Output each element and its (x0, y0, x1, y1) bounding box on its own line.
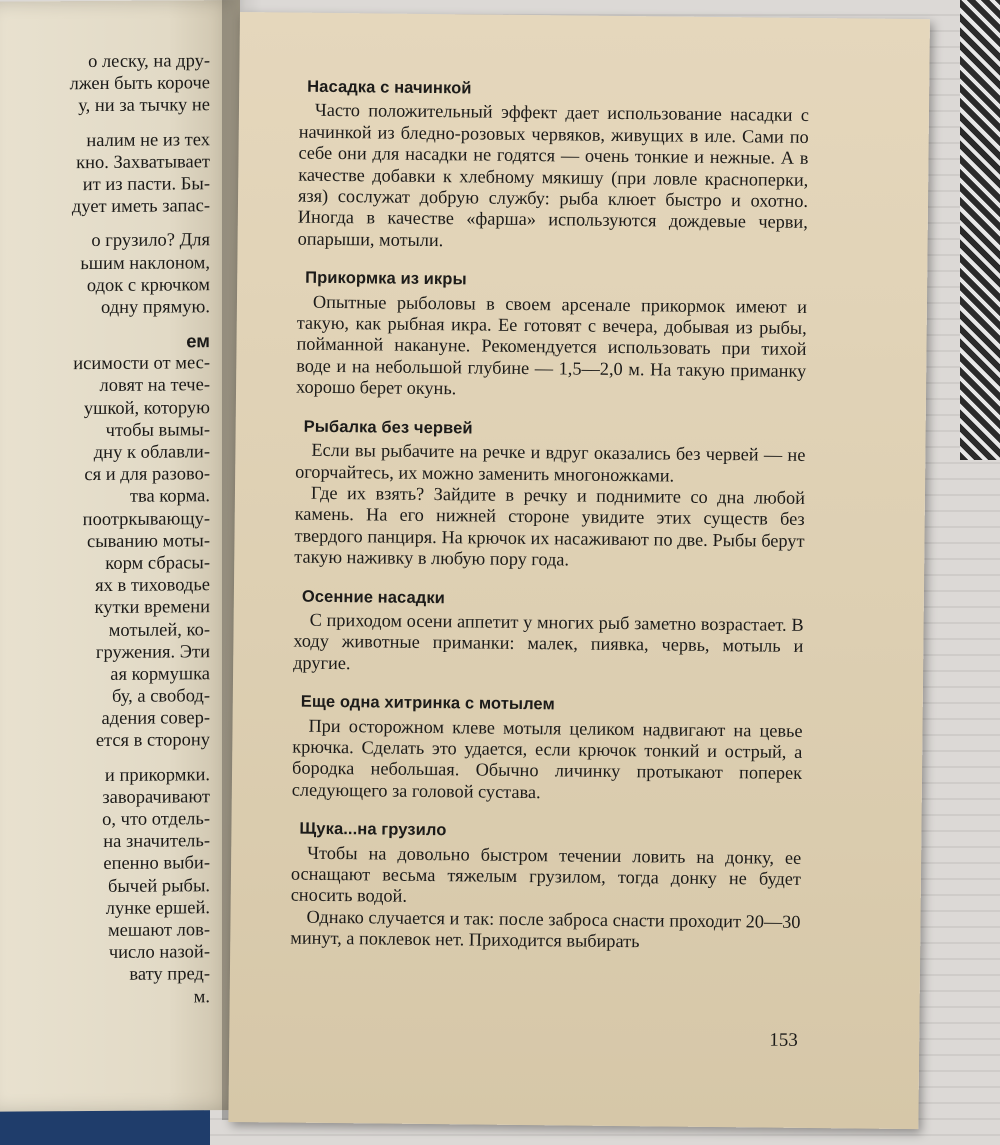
left-page-line: чтобы вымы- (105, 420, 210, 441)
left-page-line: о, что отдель- (102, 809, 210, 830)
left-page-line: о леску, на дру- (88, 51, 210, 73)
section-title: Еще одна хитринка с мотылем (300, 692, 555, 714)
left-page-line: вату пред- (129, 964, 210, 986)
fabric-corner (960, 0, 1000, 460)
left-page-line: налим не из тех (86, 129, 210, 151)
section-osennie (293, 586, 804, 679)
paragraph: Если вы рыбачите на речке и вдруг оказались без червей — не огорчайтесь, их можно заменить многоножками. (295, 439, 806, 486)
left-page-line: ся и для разово- (84, 464, 210, 486)
left-page-line: на значитель- (103, 831, 210, 853)
left-page-line: ушкой, которую (83, 397, 210, 419)
paragraph: Опытные рыболовы в своем арсенале прикормок имеют и такую, как рыбная икра. Ее готовят с вечера, добывая из рыбы, пойманной накануне. Рекомендуется использовать при тихой воде и на небольшой глубине — 1,5—2,0 м. На такую приманку хорошо берет окунь. (295, 291, 808, 399)
left-page (0, 0, 240, 1112)
section-title: Осенние насадки (301, 587, 446, 607)
left-page-line: ая кормушка (110, 664, 210, 685)
left-page-line: ется в сторону (95, 730, 210, 752)
paragraph: Однако случается и так: после заброса снасти проходит 20—30 минут, а поклевок нет. Приходится выбирать (290, 906, 801, 952)
left-page-line: мотылей, ко- (108, 619, 210, 641)
section-title: Прикормка из икры (305, 268, 467, 289)
section-nasadka (298, 77, 810, 256)
left-page-line: лунке ершей. (105, 897, 210, 919)
paragraph: Где их взять? Зайдите в речку и поднимите со дна любой камень. На его нижней стороне увидите этих существ без твердого панциря. На крючок их насаживают по две. Рыбы берут такую наживку в любую пору года. (294, 482, 806, 570)
left-page-line: бу, а свобод- (112, 686, 210, 707)
left-page-line: м. (193, 986, 210, 1007)
section-prikormka (296, 268, 807, 404)
section-shchuka (290, 819, 801, 955)
section-title: Рыбалка без червей (303, 417, 473, 438)
left-page-line: ловят на тече- (99, 375, 210, 397)
left-page-line: и прикормки. (104, 764, 210, 786)
left-page-line: исимости от мес- (73, 353, 210, 375)
left-page-line: епенно выби- (103, 853, 210, 875)
paragraph: Чтобы на довольно быстром течении ловить на донку, ее оснащают весьма тяжелым грузилом, тогда донку не будет сносить водой. (290, 842, 802, 907)
section-bez-chervey (294, 416, 806, 573)
section-title: Насадка с начинкой (307, 77, 472, 98)
left-page-line: корм сбрасы- (105, 553, 210, 574)
left-page-line: дует иметь запас- (71, 196, 210, 218)
section-title: Щука...на грузило (299, 819, 447, 840)
page-number: 153 (769, 1029, 798, 1051)
paragraph: С приходом осени аппетит у многих рыб заметно возрастает. В ходу животные приманки: малек, пиявка, червь, мотыль и другие. (293, 609, 804, 673)
left-page-line: кутки времени (94, 597, 210, 619)
left-page-line: о грузило? Для (91, 230, 210, 252)
left-page-line: ьшим наклоном, (80, 252, 210, 274)
left-page-line: заворачивают (102, 787, 210, 808)
right-page (228, 12, 930, 1129)
left-page-line: адения совер- (101, 708, 210, 730)
left-page-line: у, ни за тычку не (78, 95, 210, 117)
left-page-line: гружения. Эти (95, 641, 210, 663)
left-page-text (0, 50, 210, 1009)
right-page-content (290, 77, 809, 973)
left-page-line: сыванию моты- (87, 530, 210, 552)
left-page-line: ях в тиховодье (95, 575, 210, 597)
section-hitrinka (292, 692, 803, 806)
left-page-line: одну прямую. (101, 297, 210, 318)
left-page-line: ем (186, 330, 210, 352)
left-page-line: кно. Захватывает (76, 151, 210, 173)
left-page-line: лжен быть короче (69, 73, 210, 95)
left-page-line: ит из пасти. Бы- (82, 174, 210, 196)
left-page-line: бычей рыбы. (107, 875, 210, 897)
left-page-line: мешают лов- (107, 920, 210, 941)
left-page-line: одок с крючком (86, 274, 210, 296)
left-page-line: поотркывающу- (82, 508, 210, 530)
paragraph: Часто положительный эффект дает использование насадки с начинкой из бледно-розовых червяков, живущих в иле. Сами по себе они для насадки не годятся — очень тонкие и нежные. А в качестве добавки к хлебному мякишу (при ловле красноперки, язя) сослужат добрую службу: рыба клюет быстро и охотно. Иногда в качестве «фарша» используются дождевые черви, опарыши, мотыли. (297, 100, 810, 250)
left-page-line: дну к облавли- (93, 442, 210, 464)
paragraph: При осторожном клеве мотыля целиком надвигают на цевье крючка. Сделать это удается, если крючок тонкий и острый, а бородка небольшая. Обычно личинку протыкают поперек следующего за головой сустава. (291, 715, 803, 802)
left-page-line: число назой- (108, 942, 210, 964)
left-page-line: тва корма. (129, 486, 210, 508)
